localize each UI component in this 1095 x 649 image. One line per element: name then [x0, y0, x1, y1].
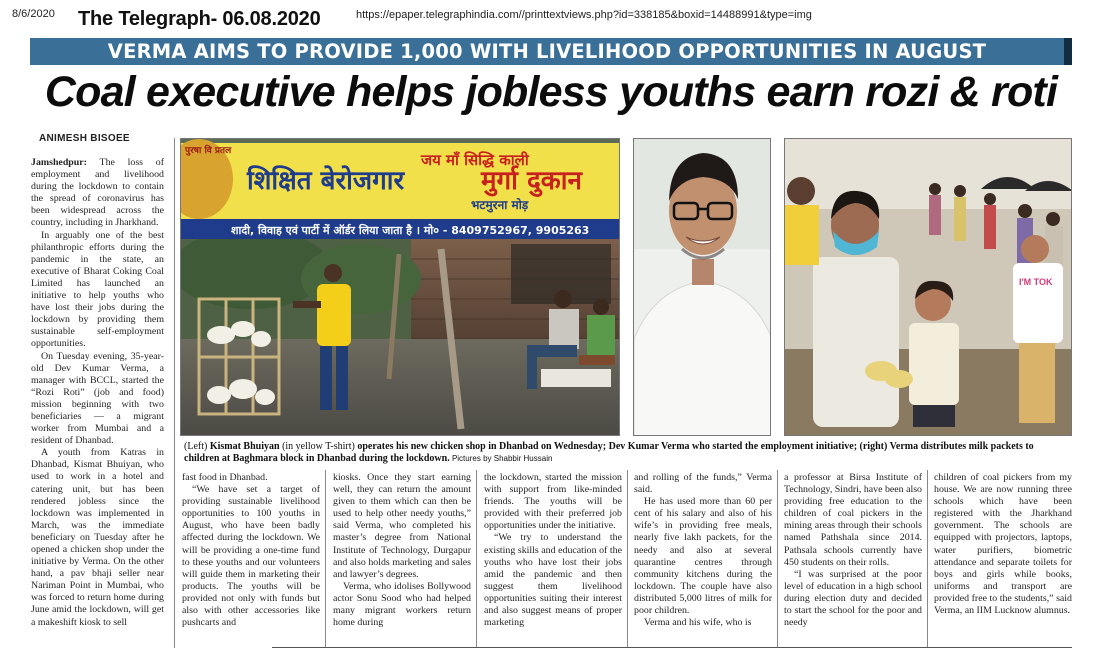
photo-caption — [184, 441, 1070, 466]
caption-body: operates his new chicken shop in Dhanbad on Wednesday; Dev Kumar Verma who started the employment initiative; (right) Verma distributes milk packets to children at Baghmara block in Dhanbad during the lockdown. — [184, 441, 1034, 465]
sign-line-3: भटमुरना मोड़ — [471, 198, 529, 212]
column-rule — [476, 470, 477, 648]
sign-line-1: जय माँ सिद्धि काली — [421, 151, 529, 169]
paragraph: A youth from Katras in Dhanbad, Kismat Bhuiyan, who used to work in a hotel and catering unit, but has been rendered jobless since the lockdown was implemented in March, was the immediate beneficiary on Tuesday after he opened a chicken shop under the initiative by Verma. On the other hand, a pav bhaji seller near Nariman Point in Mumbai, who was forced to return home during June amid the lockdown, will get a makeshift kiosk to sell — [31, 447, 164, 628]
caption-mid: (in yellow T-shirt) — [279, 441, 358, 452]
article-column-2 — [182, 472, 320, 644]
photo-chicken-shop-image — [181, 139, 620, 436]
kicker-bar — [30, 38, 1072, 65]
photo-verma-portrait-image — [634, 139, 771, 436]
print-date: 8/6/2020 — [12, 8, 55, 20]
photo-chicken-shop — [180, 138, 620, 436]
paragraph: In arguably one of the best philanthropic efforts during the pandemic in the state, an executive of Bharat Coking Coal Limited has launched an initiative to help youths who have lost their jobs during the lockdown by providing them sustainable self-employment opportunities. — [31, 229, 164, 350]
paragraph: Verma, who idolises Bollywood actor Sonu Sood who had helped many migrant workers return home during — [333, 580, 471, 629]
article-column-5 — [634, 472, 772, 644]
source-url: https://epaper.telegraphindia.com//printtextviews.php?id=338185&boxid=14488991&type=img — [356, 9, 812, 21]
paragraph: “I was surprised at the poor level of education in a high school during election duty and decided to start the school for the poor and needy — [784, 568, 922, 629]
paragraph: fast food in Dhanbad. — [182, 472, 268, 483]
column-rule — [325, 470, 326, 648]
headline: Coal executive helps jobless youths earn rozi & roti — [44, 68, 1058, 116]
photo-milk-distribution-image — [785, 139, 1072, 436]
photo-verma-portrait — [633, 138, 771, 436]
paragraph: On Tuesday evening, 35-year-old Dev Kumar Verma, a manager with BCCL, started the “Rozi Roti” (job and food) mission beginning with two beneficiaries — a migrant worker from Mumbai and a resident of Dhanbad. — [31, 350, 164, 447]
byline: ANIMESH BISOEE — [39, 133, 130, 144]
sign-line-4: शादी, विवाह एवं पार्टी में ऑर्डर लिया जाता है । मो० - 8409752967, 9905263 — [231, 224, 590, 237]
dateline: Jamshedpur: — [31, 157, 87, 168]
paragraph: Verma and his wife, who is — [644, 617, 752, 629]
caption-name: Kismat Bhuiyan — [209, 441, 280, 452]
photo-credit: Pictures by Shabbir Hussain — [449, 454, 553, 464]
paragraph: children of coal pickers from my house. We are now running three schools which have been registered with the Jharkhand government. The schools are equipped with projectors, laptops, water purifiers, biometric attendance and separate toilets for boys and girls while books, uniforms and transport are provided free to the students,” said Verma, an IIM Lucknow alumnus. — [934, 472, 1072, 617]
column-rule — [777, 470, 778, 648]
caption-lead: (Left) — [184, 441, 210, 452]
article-column-4 — [484, 472, 622, 644]
bottom-rule — [272, 647, 1072, 648]
paragraph: The loss of employment and livelihood during the lockdown to contain the spread of coronavirus has been widespread across the country, including in Jharkhand. — [31, 157, 164, 229]
sign-line-2a: शिक्षित बेरोजगार — [247, 166, 405, 196]
paragraph: a professor at Birsa Institute of Technology, Sindri, have been also providing free education to the children of coal pickers in the mining areas through their schools named Pathshala since 2014. Pathsala schools currently have 450 students on their rolls. — [784, 472, 922, 568]
photo-milk-distribution — [784, 138, 1072, 436]
paper-name: The Telegraph- 06.08.2020 — [78, 8, 321, 30]
paragraph: and rolling of the funds,” Verma said. — [634, 472, 772, 496]
paragraph: the lockdown, started the mission with support from like-minded friends. The youths will be provided with their preferred job opportunities under the initiative. — [484, 472, 622, 532]
article-column-3 — [333, 472, 471, 644]
kicker-text: VERMA AIMS TO PROVIDE 1,000 WITH LIVELIHOOD OPPORTUNITIES IN AUGUST — [107, 40, 987, 63]
column-rule — [174, 138, 175, 648]
man-left-edge — [785, 177, 819, 265]
article-column-7 — [934, 472, 1072, 644]
sign-line-2b: मुर्गा दुकान — [481, 166, 582, 196]
sign-top-left-text: पुरषा वि प्रतल — [185, 146, 232, 156]
column-rule — [627, 470, 628, 648]
column-rule — [927, 470, 928, 648]
article-column-6 — [784, 472, 922, 644]
article-column-1 — [31, 157, 164, 647]
paragraph: He has used more than 60 per cent of his salary and also of his wife’s in providing free meals, nearly five lakh packets, for the needy and also at several quarantine centres through community kitchens during the lockdown. The couple have also distributed 5,000 litres of milk for poor children. — [634, 496, 772, 617]
shirt-text: I'M TOK — [1019, 277, 1053, 287]
paragraph: “We have set a target of providing sustainable livelihood opportunities to 100 youths in August, who have been badly affected during the lockdown. We will be providing a one-time fund to these youths and our volunteers will guide them in marketing their products. The youths will be provided not only with funds but also with other accessories like pushcarts and — [182, 484, 320, 629]
paragraph: “We try to understand the existing skills and education of the youths who have lost their jobs amid the pandemic and then suggest them livelihood opportunities suiting their interest and also suggest means of proper marketing — [484, 532, 622, 629]
paragraph: kiosks. Once they start earning well, they can return the amount given to them which can then be used to help other needy youths,” said Verma, who completed his master’s degree from National Institute of Technology, Durgapur and also holds marketing and sales and lawyer’s degrees. — [333, 472, 471, 580]
